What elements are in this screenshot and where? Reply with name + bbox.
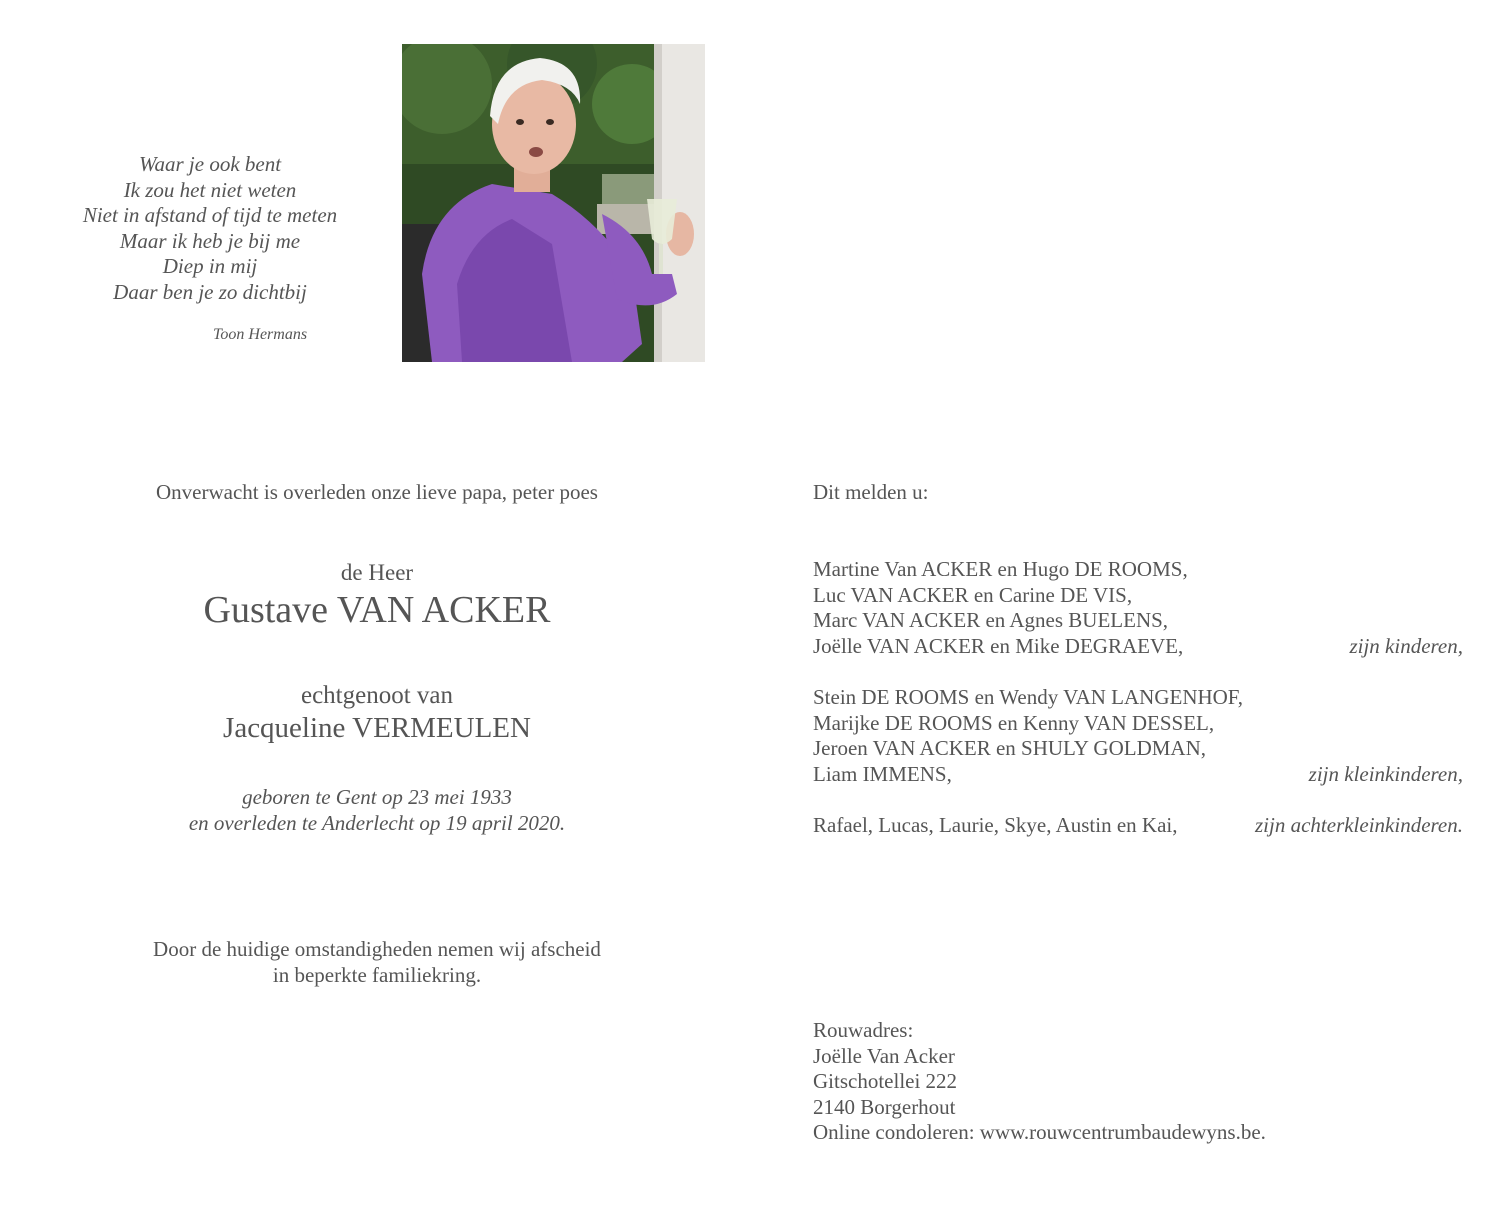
family-member-line-last	[813, 762, 1463, 788]
family-member-line: Marijke DE ROOMS en Kenny VAN DESSEL,	[813, 710, 1215, 735]
address-city: 2140 Borgerhout	[813, 1094, 956, 1119]
relationship-label: zijn kinderen,	[1349, 633, 1463, 658]
mourning-address	[813, 1018, 1463, 1146]
family-member-line-last	[813, 813, 1463, 839]
address-heading: Rouwadres:	[813, 1018, 914, 1042]
poem-author: Toon Hermans	[212, 326, 308, 343]
address-street: Gitschotellei 222	[813, 1069, 958, 1094]
relationship-label: zijn achterkleinkinderen.	[1255, 813, 1463, 837]
family-member-line: Marc VAN ACKER en Agnes BUELENS,	[813, 608, 1169, 633]
family-member-text: Rafael, Lucas, Laurie, Skye, Austin en Kai,	[813, 813, 1178, 837]
poem	[60, 152, 360, 306]
closing-line: Door de huidige omstandigheden nemen wij afscheid	[153, 937, 601, 961]
family-member-line: Martine Van ACKER en Hugo DE ROOMS,	[813, 557, 1188, 581]
announcement-intro: Onverwacht is overleden onze lieve papa, peter poes	[156, 480, 598, 504]
portrait-photo	[402, 44, 705, 362]
title-prefix: de Heer	[340, 560, 414, 585]
birth-line: geboren te Gent op 23 mei 1933	[242, 785, 512, 809]
relationship-label: zijn kleinkinderen,	[1308, 761, 1463, 786]
poem-line: Ik zou het niet weten	[123, 177, 297, 202]
family-member-line: Luc VAN ACKER en Carine DE VIS,	[813, 582, 1133, 607]
children-group	[813, 557, 1463, 659]
poem-line: Niet in afstand of tijd te meten	[82, 203, 338, 228]
poem-line: Waar je ook bent	[138, 152, 282, 176]
deceased-name: Gustave VAN ACKER	[203, 589, 551, 631]
closing-line: in beperkte familiekring.	[272, 963, 482, 987]
spouse-name: Jacqueline VERMEULEN	[223, 712, 531, 744]
grandchildren-group	[813, 685, 1463, 787]
closing-note	[80, 936, 674, 988]
condolence-link: Online condoleren: www.rouwcentrumbaudewyns.be.	[813, 1120, 1266, 1145]
family-intro: Dit melden u:	[813, 480, 929, 504]
poem-line: Daar ben je zo dichtbij	[113, 279, 307, 304]
family-member-line: Jeroen VAN ACKER en SHULY GOLDMAN,	[813, 736, 1207, 761]
great-grandchildren-group	[813, 813, 1463, 839]
family-member-text: Joëlle VAN ACKER en Mike DEGRAEVE,	[813, 633, 1184, 658]
portrait-photo-illustration	[402, 44, 705, 362]
life-dates	[80, 784, 674, 836]
spouse-intro: echtgenoot van	[300, 682, 454, 709]
poem-line: Maar ik heb je bij me	[119, 228, 301, 253]
poem-line: Diep in mij	[162, 254, 258, 279]
family-member-text: Liam IMMENS,	[813, 761, 952, 786]
family-member-line-last	[813, 634, 1463, 660]
family-member-line: Stein DE ROOMS en Wendy VAN LANGENHOF,	[813, 685, 1244, 709]
death-line: en overleden te Anderlecht op 19 april 2020.	[188, 811, 566, 835]
address-name: Joëlle Van Acker	[813, 1043, 955, 1068]
